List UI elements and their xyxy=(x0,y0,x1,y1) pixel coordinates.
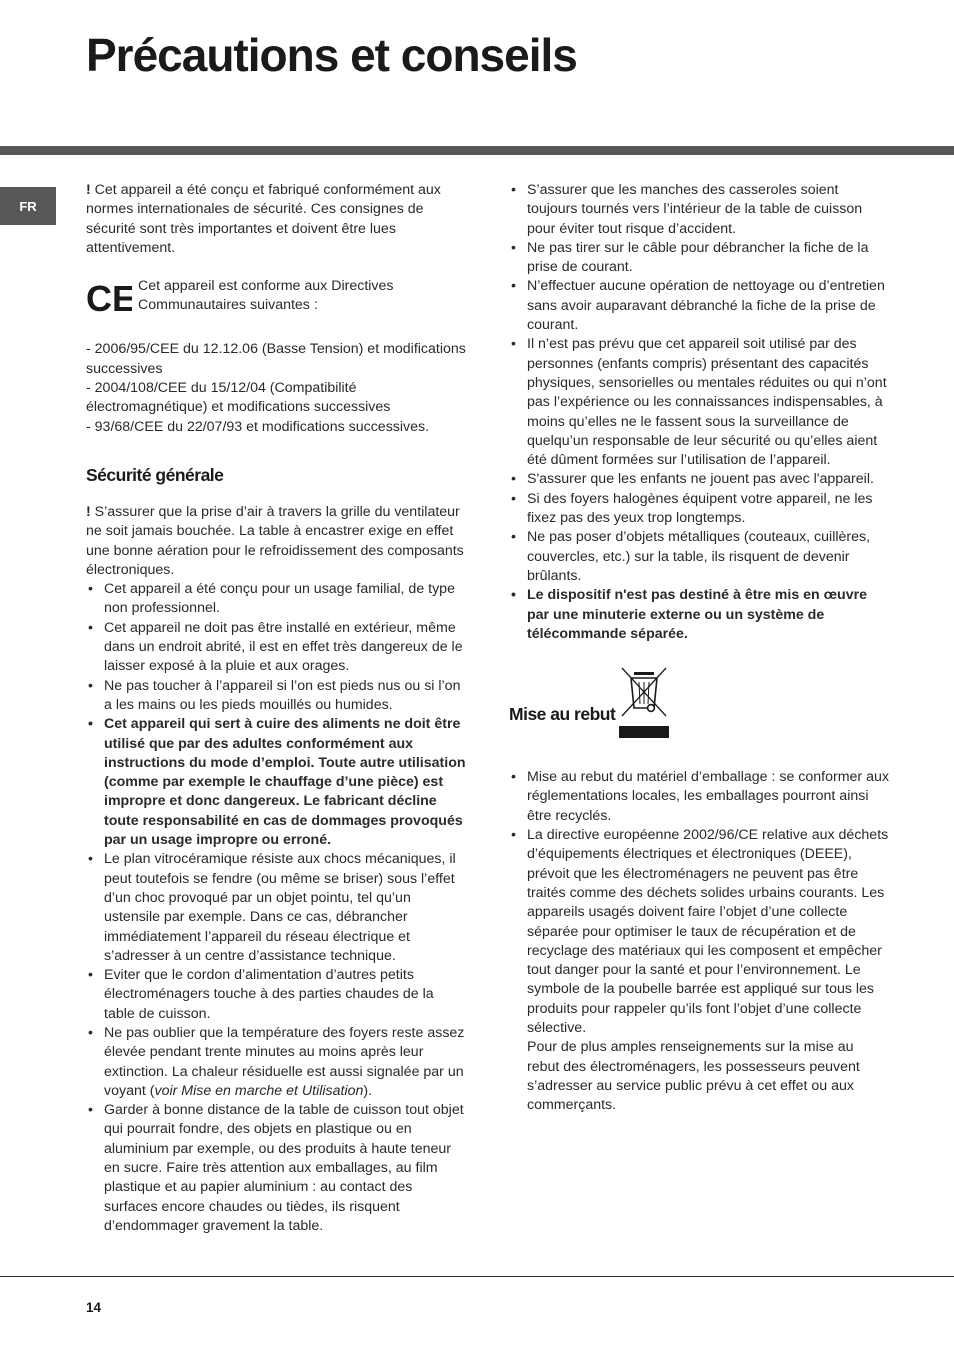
safety-list-continued xyxy=(509,181,889,644)
section-heading-rebut: Mise au rebut xyxy=(509,704,616,725)
list-item: • Il n’est pas prévu que cet appareil soit utilisé par des personnes (enfants compris) présentant des capacités physiques, sensorielles ou mentales réduites ou qui n’ont pas l’expérience ou les connaissances indispensables, à moins qu’elles ne le fassent sous la surveillance de quelqu’un responsable de leur sécurité ou qu’elles aient été dûment formées sur l’utilisation de l’appareil. xyxy=(509,335,889,470)
intro-text: Cet appareil a été conçu et fabriqué conformément aux normes internationales de sécurité. Ces consignes de sécurité sont très importantes et doivent être lues attentivement. xyxy=(86,182,441,256)
directive-line: - 2006/95/CEE du 12.12.06 (Basse Tension) et modifications successives xyxy=(86,341,466,377)
warning-mark: ! xyxy=(86,503,91,520)
list-item: • Si des foyers halogènes équipent votre appareil, ne les fixez pas des yeux trop longtemps. xyxy=(509,490,889,529)
disposal-list xyxy=(509,768,889,1038)
list-item: • Eviter que le cordon d’alimentation d’autres petits électroménagers touche à des parties chaudes de la table de cuisson. xyxy=(86,966,466,1024)
ce-mark-icon xyxy=(86,277,138,321)
intro-paragraph xyxy=(86,181,466,258)
ce-conformity-block xyxy=(86,277,466,321)
footer-rule xyxy=(0,1276,954,1277)
ce-logo-text: CE xyxy=(86,281,132,316)
crossed-out-wheelie-bin-icon xyxy=(617,666,671,746)
list-item: • Ne pas poser d’objets métalliques (couteaux, cuillères, couvercles, etc.) sur la table, ils risquent de devenir brûlants. xyxy=(509,528,889,586)
ce-text: Cet appareil est conforme aux Directives Communautaires suivantes : xyxy=(138,278,394,314)
list-item: • La directive européenne 2002/96/CE relative aux déchets d’équipements électriques et électroniques (DEEE), prévoit que les électroménagers ne peuvent pas être traités comme des déchets solides urbains courants. Les appareils usagés doivent faire l’objet d’une collecte séparée pour optimiser le taux de récupération et de recyclage des matériaux qui les composent et empêcher tout danger pour la santé et pour l’environnement. Le symbole de la poubelle barrée est appliqué sur tous les produits pour rappeler qu’ils font l’objet d’une collecte sélective. xyxy=(509,826,889,1038)
page-number: 14 xyxy=(86,1300,102,1315)
header-rule xyxy=(0,146,954,155)
safety-list xyxy=(86,580,466,1236)
disposal-extra-info: Pour de plus amples renseignements sur la mise au rebut des électroménagers, les possesseurs peuvent s’adresser au service public prévu à cet effet ou aux commerçants. xyxy=(527,1039,860,1114)
list-item: • Ne pas toucher à l’appareil si l’on est pieds nus ou si l’on a les mains ou les pieds mouillés ou humides. xyxy=(86,677,466,716)
list-item: • Le plan vitrocéramique résiste aux chocs mécaniques, il peut toutefois se fendre (ou même se briser) sous l’effet d’un choc provoqué par un objet pointu, tel qu’un ustensile par exemple. Dans ce cas, débrancher immédiatement l’appareil du réseau électrique et s’adresser à un centre d’assistance technique. xyxy=(86,850,466,966)
list-item-important: • Cet appareil qui sert à cuire des aliments ne doit être utilisé que par des adultes conformément aux instructions du mode d’emploi. Toute autre utilisation (comme par exemple le chauffage d’une pièce) est impropre et donc dangereux. Le fabricant décline toute responsabilité en cas de dommages provoqués par un usage impropre ou erroné. xyxy=(86,715,466,850)
list-item: • Cet appareil ne doit pas être installé en extérieur, même dans un endroit abrité, il est en effet très dangereux de le laisser exposé à la pluie et aux orages. xyxy=(86,619,466,677)
directive-line: - 2004/108/CEE du 15/12/04 (Compatibilité électromagnétique) et modifications successives xyxy=(86,380,391,416)
safety-intro-text: S’assurer que la prise d’air à travers la grille du ventilateur ne soit jamais bouchée. La table à encastrer exige en effet une bonne aération pour le refroidissement des composants électroniques. xyxy=(86,503,464,578)
section-heading-securite: Sécurité générale xyxy=(86,464,224,485)
list-item: • S’assurer que les manches des casseroles soient toujours tournés vers l’intérieur de la table de cuisson pour éviter tout risque d’accident. xyxy=(509,181,889,239)
list-item xyxy=(86,1024,466,1101)
safety-intro xyxy=(86,503,466,580)
list-item: • Cet appareil a été conçu pour un usage familial, de type non professionnel. xyxy=(86,580,466,619)
list-item-important: • Le dispositif n'est pas destiné à être mis en œuvre par une minuterie externe ou un système de télécommande séparée. xyxy=(509,586,889,644)
list-item: • Mise au rebut du matériel d’emballage : se conformer aux réglementations locales, les emballages pourront ainsi être recyclés. xyxy=(509,768,889,826)
directives-list xyxy=(86,340,466,436)
directive-line: - 93/68/CEE du 22/07/93 et modifications successives. xyxy=(86,418,430,435)
left-column xyxy=(86,181,466,1236)
language-tab: FR xyxy=(0,187,56,225)
warning-mark: ! xyxy=(86,182,91,198)
cross-reference: voir Mise en marche et Utilisation xyxy=(154,1082,364,1099)
residual-text-end: ). xyxy=(363,1082,373,1099)
list-item: • Garder à bonne distance de la table de cuisson tout objet qui pourrait fondre, des objets en plastique ou en aluminium par exemple, ou des produits à haute teneur en sucre. Faire très attention aux emballages, au film plastique et au papier aluminium : au contact des surfaces encore chaudes ou tièdes, ils risquent d’endommager gravement la table. xyxy=(86,1101,466,1236)
list-item: • S'assurer que les enfants ne jouent pas avec l'appareil. xyxy=(509,470,889,489)
residual-text: Ne pas oublier que la température des foyers reste assez élevée pendant trente minutes au moins après leur extinction. La chaleur résiduelle est aussi signalée par un voyant ( xyxy=(104,1024,465,1099)
list-item: • N’effectuer aucune opération de nettoyage ou d’entretien sans avoir auparavant débranché la fiche de la prise de courant. xyxy=(509,277,889,335)
right-column xyxy=(509,181,889,1115)
disposal-heading-row xyxy=(509,668,889,744)
page-title: Précautions et conseils xyxy=(86,29,577,81)
list-item: • Ne pas tirer sur le câble pour débrancher la fiche de la prise de courant. xyxy=(509,239,889,278)
